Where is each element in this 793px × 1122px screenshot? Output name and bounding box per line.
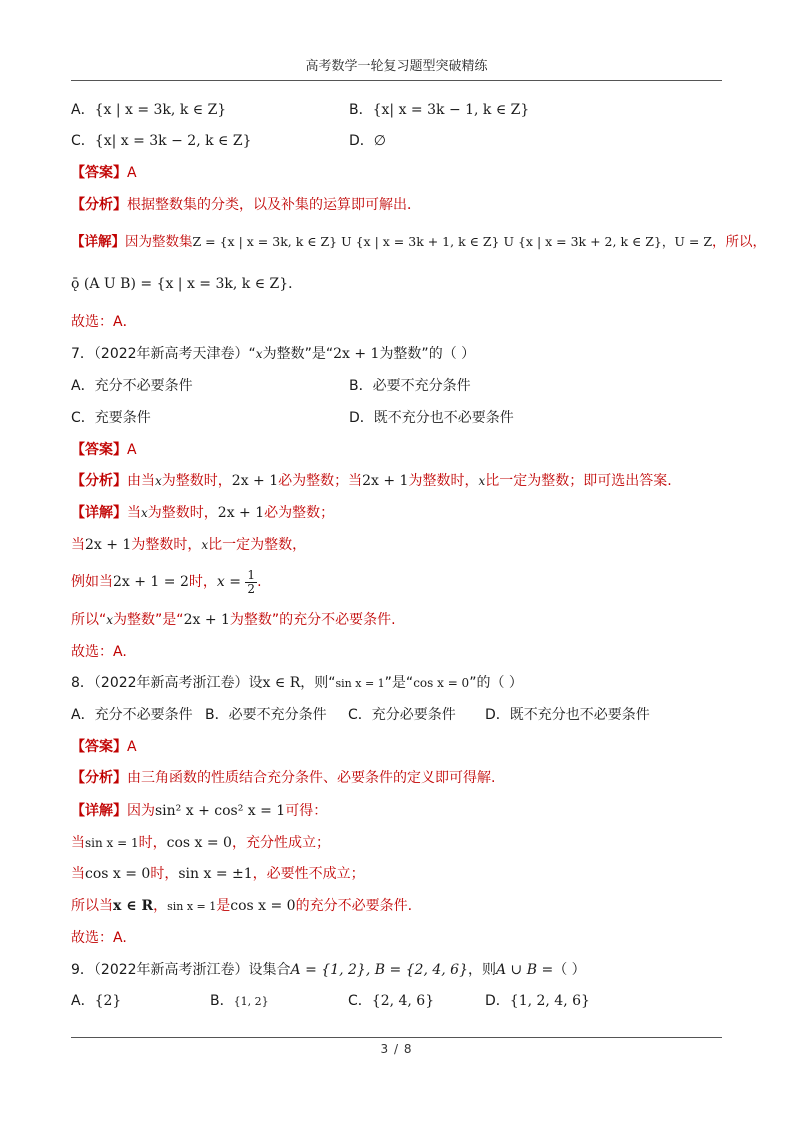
q8-detail-line4 bbox=[71, 896, 412, 917]
q7-line3-end: . bbox=[257, 574, 262, 590]
q8-analysis bbox=[71, 768, 495, 788]
q8-option-b: B．必要不充分条件 bbox=[205, 707, 327, 723]
q7-analysis-part: 为整数时， bbox=[161, 473, 232, 489]
q7-detail bbox=[71, 503, 334, 523]
q9-option-b-label: B． bbox=[210, 993, 234, 1009]
footer-divider bbox=[71, 1037, 722, 1038]
q7-analysis-x: x bbox=[155, 474, 162, 488]
q7-stem bbox=[71, 344, 475, 364]
q9-option-d: {1, 2, 4, 6} bbox=[509, 993, 590, 1009]
q8-stem-expr2: cos x = 0 bbox=[413, 676, 470, 690]
q7-answer-tag: 【答案】 bbox=[71, 442, 127, 458]
q8-stem bbox=[71, 673, 523, 694]
q6-analysis-text: 根据整数集的分类，以及补集的运算即可解出． bbox=[127, 197, 421, 213]
q8-choose: 故选：A. bbox=[71, 930, 127, 946]
q9-stem-mid: ，则 bbox=[467, 962, 496, 978]
q9-stem bbox=[71, 960, 586, 980]
q6-option-c-math: {x| x = 3k − 2, k ∈ Z} bbox=[94, 133, 252, 149]
q8-line3-expr: sin x = ±1 bbox=[178, 866, 253, 882]
q6-option-a-math: {x | x = 3k, k ∈ Z} bbox=[94, 102, 227, 118]
q7-analysis-expr: 2x + 1 bbox=[231, 473, 279, 489]
q7-analysis-expr: 2x + 1 bbox=[362, 473, 409, 489]
q7-analysis-part: 为整数时， bbox=[408, 473, 479, 489]
q9-option-a-label: A． bbox=[71, 993, 95, 1009]
q9-option-c-label: C． bbox=[348, 993, 372, 1009]
q7-option-a: A．充分不必要条件 bbox=[71, 378, 193, 394]
q7-detail-part: 当 bbox=[127, 505, 141, 521]
q7-line3-part: 时， bbox=[188, 574, 217, 590]
q7-line4-part: 所以“ bbox=[71, 612, 107, 628]
q6-option-b-math: {x| x = 3k − 1, k ∈ Z} bbox=[372, 102, 530, 118]
q7-line2-x: x bbox=[201, 538, 209, 552]
q8-stem-expr1: sin x = 1 bbox=[335, 677, 385, 690]
q8-line4-expr: x ∈ R bbox=[113, 898, 154, 914]
q7-line4-part: 为整数”是“ bbox=[113, 612, 184, 628]
q8-detail bbox=[71, 801, 327, 821]
q7-detail-line3 bbox=[71, 566, 262, 598]
q6-option-d-math: ∅ bbox=[373, 133, 386, 149]
q7-detail-line4 bbox=[71, 610, 396, 630]
q8-line4-part: 是 bbox=[216, 898, 231, 914]
q7-line2-part: 比一定为整数， bbox=[208, 537, 307, 553]
q8-line4-part: ， bbox=[153, 898, 168, 914]
q7-answer-value: A bbox=[127, 442, 137, 458]
q9-option-c: {2, 4, 6} bbox=[371, 993, 435, 1009]
q7-line2-part: 当 bbox=[71, 537, 85, 553]
q6-analysis bbox=[71, 195, 421, 215]
q8-options-row bbox=[71, 705, 711, 725]
q8-stem-mid: ，则“ bbox=[300, 675, 336, 691]
fraction-numerator: 1 bbox=[247, 567, 256, 582]
q8-detail-line3 bbox=[71, 864, 365, 884]
q7-detail-x: x bbox=[141, 506, 148, 520]
q7-analysis bbox=[71, 471, 672, 491]
q6-detail-line2: ǭ (A U B) = {x | x = 3k, k ∈ Z}． bbox=[71, 276, 303, 292]
q6-option-c-label: C． bbox=[71, 133, 95, 149]
q7-detail-expr: 2x + 1 bbox=[217, 505, 265, 521]
q7-line3-part: 例如当 bbox=[71, 574, 113, 590]
q7-analysis-tag: 【分析】 bbox=[71, 473, 127, 489]
q9-stem-expr2: A ∪ B = bbox=[495, 962, 554, 978]
q7-line4-x: x bbox=[106, 613, 114, 627]
q6-answer-value: A bbox=[127, 165, 137, 181]
q8-answer bbox=[71, 737, 137, 757]
q9-option-a: {2} bbox=[94, 993, 122, 1009]
q8-line4-expr: sin x = 1 bbox=[167, 900, 217, 913]
page-header-title: 高考数学一轮复习题型突破精练 bbox=[305, 59, 488, 74]
q7-line4-expr: 2x + 1 bbox=[183, 612, 230, 628]
q8-stem-set: x ∈ R bbox=[262, 675, 301, 691]
q7-option-b: B．必要不充分条件 bbox=[349, 378, 471, 394]
q6-detail-text: 因为整数集 bbox=[125, 234, 193, 250]
q8-detail-tag: 【详解】 bbox=[71, 803, 127, 819]
q9-stem-tail: （ ） bbox=[553, 962, 586, 978]
q6-option-b-label: B． bbox=[349, 102, 373, 118]
q7-detail-line2 bbox=[71, 535, 306, 555]
q7-detail-tag: 【详解】 bbox=[71, 505, 127, 521]
q7-analysis-part: 由当 bbox=[127, 473, 155, 489]
q7-fraction-one-half bbox=[245, 569, 257, 596]
q7-line2-part: 为整数时， bbox=[131, 537, 202, 553]
q8-line3-part: 当 bbox=[71, 866, 85, 882]
q9-option-b: {1, 2} bbox=[233, 995, 269, 1008]
q8-analysis-text: 由三角函数的性质结合充分条件、必要条件的定义即可得解. bbox=[127, 770, 496, 786]
q8-line4-expr: cos x = 0 bbox=[230, 898, 296, 914]
q6-detail-tag: 【详解】 bbox=[71, 234, 125, 250]
q6-detail-math: Z = {x | x = 3k, k ∈ Z} U {x | x = 3k + 1, k ∈ Z} U {x | x = 3k + 2, k ∈ Z}，U = Z bbox=[192, 234, 713, 249]
q6-answer bbox=[71, 163, 137, 183]
q8-line4-part: 所以当 bbox=[71, 898, 113, 914]
q8-line2-part: 时， bbox=[138, 835, 167, 851]
header-divider bbox=[71, 80, 722, 81]
q6-options-row-2 bbox=[71, 131, 386, 151]
q7-analysis-x: x bbox=[478, 474, 486, 488]
q8-option-a: A．充分不必要条件 bbox=[71, 707, 193, 723]
q8-answer-value: A bbox=[127, 739, 137, 755]
q7-option-c: C．充要条件 bbox=[71, 410, 151, 426]
q7-line2-expr: 2x + 1 bbox=[85, 537, 132, 553]
q8-stem-tail: ”的（ ） bbox=[469, 675, 523, 691]
q7-stem-prefix: 7．（2022年新高考天津卷）“ bbox=[71, 346, 256, 362]
fraction-denominator: 2 bbox=[247, 581, 256, 596]
q6-detail bbox=[71, 232, 766, 252]
q7-line3-x: x = bbox=[216, 574, 241, 590]
q6-analysis-tag: 【分析】 bbox=[71, 197, 127, 213]
q6-answer-tag: 【答案】 bbox=[71, 165, 127, 181]
q8-line2-expr: cos x = 0 bbox=[166, 835, 232, 851]
q6-option-a-label: A． bbox=[71, 102, 95, 118]
q7-line4-part: 为整数”的充分不必要条件. bbox=[229, 612, 396, 628]
q8-answer-tag: 【答案】 bbox=[71, 739, 127, 755]
q7-analysis-part: 必为整数；当 bbox=[278, 473, 363, 489]
q6-options-row-1 bbox=[71, 100, 530, 120]
q7-detail-part: 必为整数； bbox=[264, 505, 335, 521]
q8-analysis-tag: 【分析】 bbox=[71, 770, 127, 786]
q8-option-d: D．既不充分也不必要条件 bbox=[485, 707, 650, 723]
q8-line3-part: 时， bbox=[150, 866, 179, 882]
q8-option-c: C．充分必要条件 bbox=[348, 707, 456, 723]
q8-line4-part: 的充分不必要条件. bbox=[295, 898, 413, 914]
q7-detail-part: 为整数时， bbox=[147, 505, 218, 521]
q6-choose: 故选：A． bbox=[71, 314, 137, 330]
q6-detail-tail: ，所以， bbox=[712, 234, 767, 250]
q8-line2-expr: sin x = 1 bbox=[85, 836, 139, 850]
q7-option-d: D．既不充分也不必要条件 bbox=[349, 410, 514, 426]
q9-stem-expr: A = {1, 2}, B = {2, 4, 6} bbox=[290, 962, 468, 978]
q8-line2-part: 当 bbox=[71, 835, 85, 851]
page-number: 3 / 8 bbox=[380, 1042, 413, 1056]
q7-line3-expr: 2x + 1 = 2 bbox=[113, 574, 189, 590]
q9-option-d-label: D． bbox=[485, 993, 510, 1009]
q7-stem-x: x bbox=[255, 347, 263, 361]
q7-analysis-part: 比一定为整数；即可选出答案. bbox=[485, 473, 672, 489]
q6-option-d-label: D． bbox=[349, 133, 374, 149]
q7-options-row-2 bbox=[71, 408, 514, 428]
q8-line2-part: ，充分性成立； bbox=[231, 835, 330, 851]
q8-line3-expr: cos x = 0 bbox=[85, 866, 151, 882]
q9-stem-prefix: 9．（2022年新高考浙江卷）设集合 bbox=[71, 962, 291, 978]
q8-detail-expr: sin² x + cos² x = 1 bbox=[155, 803, 286, 819]
q7-options-row-1 bbox=[71, 376, 471, 396]
q8-stem-prefix: 8．（2022年新高考浙江卷）设 bbox=[71, 675, 263, 691]
q9-options-row bbox=[71, 991, 671, 1011]
q8-detail-line2 bbox=[71, 833, 330, 853]
q7-stem-mid: 为整数”是“ bbox=[262, 346, 334, 362]
q7-choose: 故选：A. bbox=[71, 644, 127, 660]
q8-detail-part: 因为 bbox=[127, 803, 155, 819]
q8-detail-part: 可得： bbox=[285, 803, 328, 819]
q7-answer bbox=[71, 440, 137, 460]
q7-stem-expr: 2x + 1 bbox=[333, 346, 380, 362]
q8-stem-mid2: ”是“ bbox=[384, 675, 414, 691]
q8-line3-part: ，必要性不成立； bbox=[252, 866, 365, 882]
q7-stem-tail: 为整数”的（ ） bbox=[379, 346, 476, 362]
